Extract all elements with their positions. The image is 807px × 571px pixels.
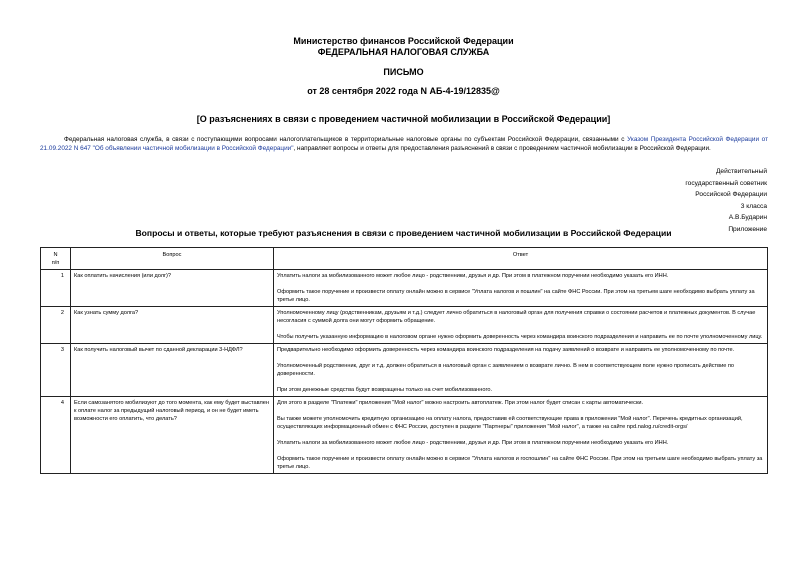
header-num (41, 248, 71, 270)
row-answer (274, 270, 768, 307)
answer-paragraph: Уплатить налоги за мобилизованного может любое лицо - родственники, друзья и др. При этом в платежном поручении необходимо указать его ИНН. (277, 440, 669, 446)
signature-rank-line3: Российской Федерации (695, 191, 767, 198)
row-question: Как оплатить начисления (или долг)? (71, 270, 274, 307)
row-number: 2 (41, 307, 71, 344)
header-question: Вопрос (71, 248, 274, 270)
qa-table (40, 247, 768, 474)
attachment-label: Приложение (728, 225, 767, 233)
answer-paragraph: Предварительно необходимо оформить доверенность через командира воинского подразделения на подачу заявлений о возврате и направить ее уполномоченному по почте. (277, 347, 735, 353)
decree-link[interactable]: Указом Президента Российской Федерации от 21.09.2022 N 647 "Об объявлении частичной мобилизации в Российской Федерации" (40, 136, 768, 152)
row-question: Как узнать сумму долга? (71, 307, 274, 344)
header-num-line2: п/п (51, 260, 60, 266)
answer-paragraph: Вы также можете уполномочить кредитную организацию на оплату налога, предоставив ей соответствующие права в приложении "Мой налог". Перечень кредитных организаций, осуществляющих информационный обмен с ФНС России, доступен в разделе "Партнеры" приложения "Мой налог", а также на сайте npd.nalog.ru/credit-orgs/ (277, 416, 743, 430)
row-question: Как получить налоговый вычет по сданной декларации 3-НДФЛ? (71, 344, 274, 397)
row-answer (274, 344, 768, 397)
header-answer: Ответ (274, 248, 768, 270)
document-subject: [О разъяснениях в связи с проведением частичной мобилизации в Российской Федерации] (196, 114, 611, 124)
answer-paragraph: Для этого в разделе "Платежи" приложения "Мой налог" можно настроить автоплатеж. При этом налог будет списан с карты автоматически. (277, 400, 644, 406)
signature-rank-line4: 3 класса (740, 202, 767, 210)
signature-rank-line1: Действительный (715, 168, 767, 175)
document-type: ПИСЬМО (383, 67, 424, 77)
table-header-row (41, 248, 768, 270)
signature-block (685, 166, 767, 235)
table-row (41, 270, 768, 307)
row-number: 1 (41, 270, 71, 307)
row-question: Если самозанятого мобилизуют до того момента, как ему будет выставлен к оплате налог за предыдущий налоговый период, и он не будет иметь возможности его оплатить, что делать? (71, 397, 274, 474)
table-title: Вопросы и ответы, которые требуют разъяснения в связи с проведением частичной мобилизации в Российской Федерации (135, 228, 672, 238)
row-number: 3 (41, 344, 71, 397)
header-num-line1: N (53, 252, 58, 258)
answer-paragraph: Чтобы получить указанную информацию в налоговом органе нужно оформить доверенность через командира воинского подразделения и направить ее по почте уполномоченному лицу. (277, 334, 763, 340)
answer-paragraph: Уплатить налоги за мобилизованного может любое лицо - родственники, друзья и др. При этом в платежном поручении необходимо указать его ИНН. (277, 273, 669, 279)
answer-paragraph: Оформить такое поручение и произвести оплату онлайн можно в сервисе "Уплата налогов и пошлин" на сайте ФНС России. При этом на третьем шаге необходимо выбрать уплату за третье лицо. (277, 289, 755, 303)
answer-paragraph: Оформить такое поручение и произвести оплату онлайн можно в сервисе "Уплата налогов и госпошлин" на сайте ФНС России. При этом на третьем шаге необходимо выбрать уплату за третье лицо. (277, 456, 763, 470)
signer-name: А.В.Бударин (728, 214, 767, 221)
answer-paragraph: Уполномоченному лицу (родственникам, друзьям и т.д.) следует лично обратиться в налоговый орган для получения справки о состоянии расчетов и платежных документов. В случае несогласия с суммой долга они могут оформить обращение. (277, 310, 756, 324)
intro-text-start: Федеральная налоговая служба, в связи с поступающими вопросами налогоплательщиков в территориальные налоговые органы по субъектам Российской Федерации, связанными с (64, 136, 628, 143)
service-name: ФЕДЕРАЛЬНАЯ НАЛОГОВАЯ СЛУЖБА (317, 47, 490, 57)
document-reference: от 28 сентября 2022 года N АБ-4-19/12835@ (307, 86, 500, 96)
intro-paragraph (40, 136, 768, 153)
row-answer (274, 397, 768, 474)
signature-rank-line2: государственный советник (685, 179, 767, 187)
ministry-name: Министерство финансов Российской Федерации (293, 36, 514, 46)
table-row (41, 344, 768, 397)
table-row (41, 397, 768, 474)
row-answer (274, 307, 768, 344)
intro-text-end: , направляет вопросы и ответы для предоставления разъяснений в связи с проведением частичной мобилизации в Российской Федерации. (293, 144, 711, 152)
table-row (41, 307, 768, 344)
answer-paragraph: Уполномоченный родственник, друг и т.д. должен обратиться в налоговый орган с заявлением о возврате лично. В нем в соответствующем поле нужно прописать действие по доверенности. (277, 363, 735, 377)
row-number: 4 (41, 397, 71, 474)
answer-paragraph: При этом денежные средства будут возвращены только на счет мобилизованного. (277, 387, 493, 393)
